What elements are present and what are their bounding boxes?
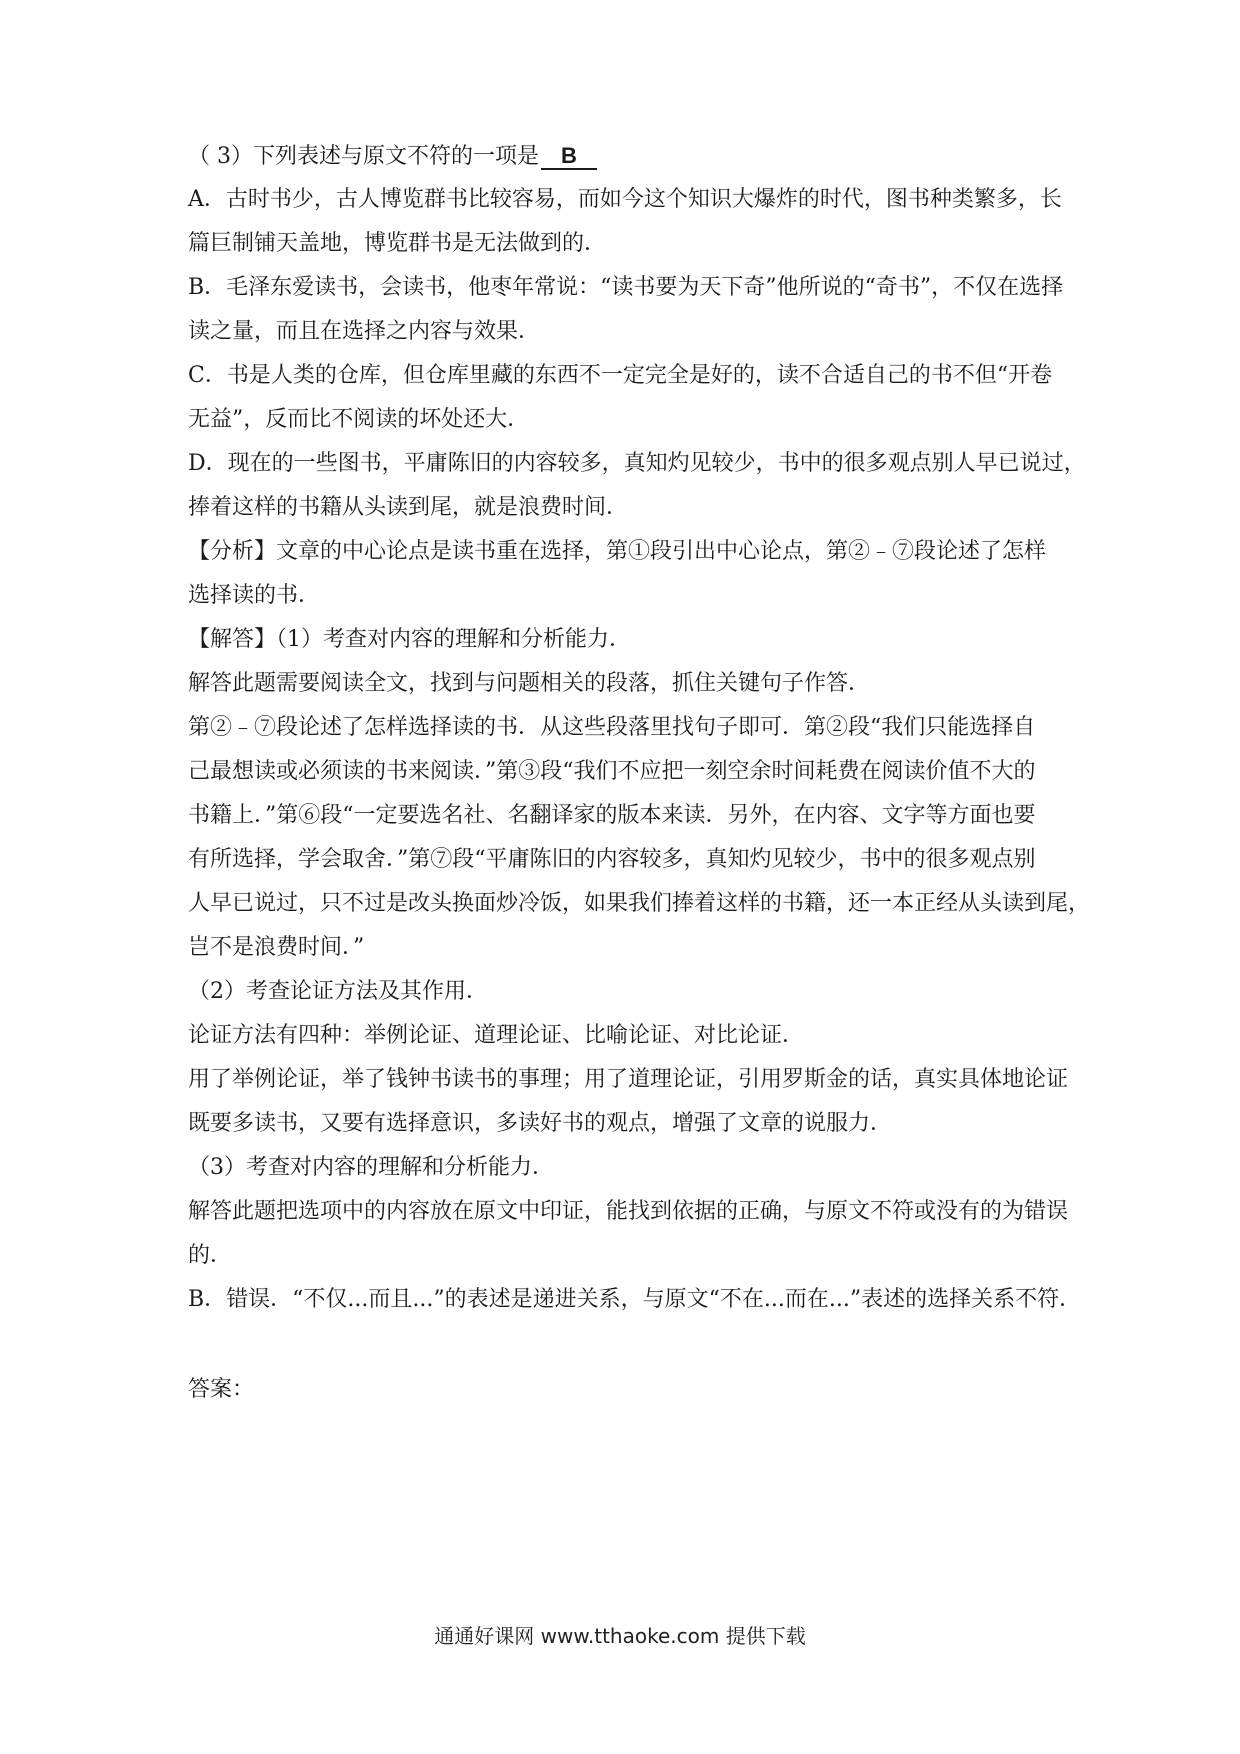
option-c-line2: 无益”，反而比不阅读的坏处还大． — [188, 407, 530, 432]
solution-line: 【解答】（1）考查对内容的理解和分析能力． — [188, 627, 631, 652]
solution-line: 论证方法有四种：举例论证、道理论证、比喻论证、对比论证． — [188, 1023, 805, 1048]
solution-line: 既要多读书，又要有选择意识，多读好书的观点，增强了文章的说服力． — [188, 1111, 893, 1136]
analysis-line2: 选择读的书． — [188, 583, 321, 608]
footer-download-notice: 通通好课网 www.tthaoke.com 提供下载 — [434, 1624, 806, 1648]
option-d-line1: D．现在的一些图书，平庸陈旧的内容较多，真知灼见较少，书中的很多观点别人早已说过， — [188, 451, 1086, 476]
answer-label: 答案： — [188, 1377, 255, 1402]
option-a-line2: 篇巨制铺天盖地，博览群书是无法做到的． — [188, 231, 607, 256]
solution-line: 第②﹣⑦段论述了怎样选择读的书．从这些段落里找句子即可．第②段“我们只能选择自 — [188, 715, 1036, 740]
option-a-line1: A．古时书少，古人博览群书比较容易，而如今这个知识大爆炸的时代，图书种类繁多，长 — [188, 187, 1062, 212]
solution-line: 解答此题需要阅读全文，找到与问题相关的段落，抓住关键句子作答． — [188, 671, 871, 696]
solution-line: B．错误．“不仅...而且...”的表述是递进关系，与原文“不在...而在...”表述的选择关系不符． — [188, 1287, 1082, 1312]
question-stem: （ 3）下列表述与原文不符的一项是 B — [188, 142, 1068, 172]
answer-blank: B — [541, 144, 597, 170]
solution-line: （2）考查论证方法及其作用． — [188, 979, 488, 1004]
analysis-line1: 【分析】文章的中心论点是读书重在选择，第①段引出中心论点，第②﹣⑦段论述了怎样 — [188, 539, 1047, 564]
option-b-line1: B．毛泽东爱读书，会读书，他枣年常说：“读书要为天下奇”他所说的“奇书”，不仅在选择 — [188, 275, 1064, 300]
solution-line: 用了举例论证，举了钱钟书读书的事理；用了道理论证，引用罗斯金的话，真实具体地论证 — [188, 1067, 1069, 1092]
option-d-line2: 捧着这样的书籍从头读到尾，就是浪费时间． — [188, 495, 629, 520]
solution-line: 书籍上．”第⑥段“一定要选名社、名翻译家的版本来读．另外，在内容、文字等方面也要 — [188, 803, 1036, 828]
solution-line: 岂不是浪费时间．” — [188, 935, 365, 960]
solution-line: 己最想读或必须读的书来阅读．”第③段“我们不应把一刻空余时间耗费在阅读价值不大的 — [188, 759, 1036, 784]
solution-line: 人早已说过，只不过是改头换面炒冷饭，如果我们捧着这样的书籍，还一本正经从头读到尾， — [188, 891, 1091, 916]
solution-line: 有所选择，学会取舍．”第⑦段“平庸陈旧的内容较多，真知灼见较少，书中的很多观点别 — [188, 847, 1036, 872]
solution-line: 的． — [188, 1243, 233, 1268]
option-b-line2: 读之量，而且在选择之内容与效果． — [188, 319, 541, 344]
solution-line: （3）考查对内容的理解和分析能力． — [188, 1155, 554, 1180]
option-c-line1: C．书是人类的仓库，但仓库里藏的东西不一定完全是好的，读不合适自己的书不但“开卷 — [188, 363, 1053, 388]
solution-line: 解答此题把选项中的内容放在原文中印证，能找到依据的正确，与原文不符或没有的为错误 — [188, 1199, 1069, 1224]
